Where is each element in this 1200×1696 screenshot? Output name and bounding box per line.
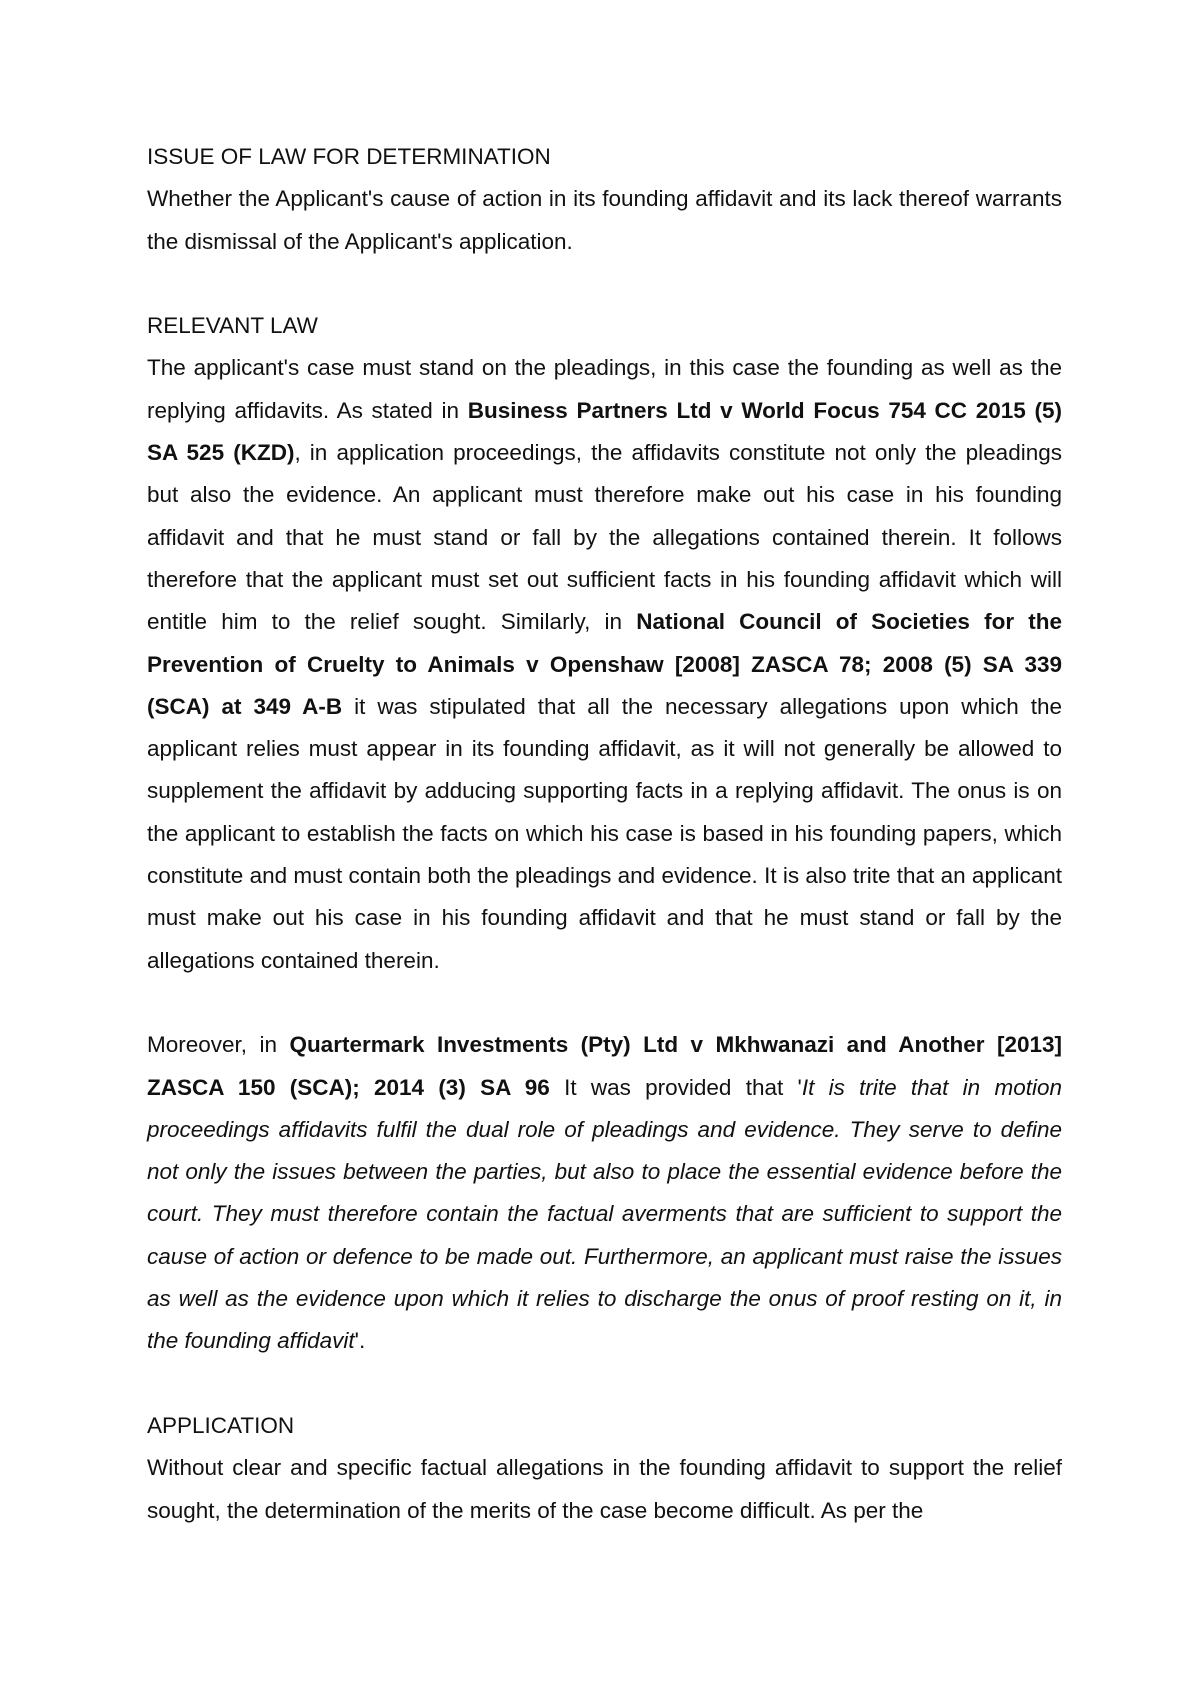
relevant-law-text-3: it was stipulated that all the necessary allegations upon which the applicant relies must appear in its founding affidavit, as it will not generally be allowed to supplement the affidavit by adducing supporting facts in a replying affidavit. The onus is on the applicant to establish the facts on which his case is based in his founding papers, which constitute and must contain both the pleadings and evidence. It is also trite that an applicant must make out his case in his founding affidavit and that he must stand or fall by the allegations contained therein. (147, 693, 1062, 973)
document-page (147, 136, 1062, 1532)
relevant-law-heading: RELEVANT LAW (147, 313, 318, 339)
relevant-law-text-2: , in application proceedings, the affidavits constitute not only the pleadings but also the evidence. An applicant must therefore make out his case in his founding affidavit and that he must stand or fall by the allegations contained therein. It follows therefore that the applicant must set out sufficient facts in his founding affidavit which will entitle him to the relief sought. Similarly, in (147, 440, 1062, 635)
quartermark-quote: It is trite that in motion proceedings affidavits fulfil the dual role of pleadings and evidence. They serve to define not only the issues between the parties, but also to place the essential evidence before the court. They must therefore contain the factual averments that are sufficient to support the cause of action or defence to be made out. Furthermore, an applicant must raise the issues as well as the evidence upon which it relies to discharge the onus of proof resting on it, in the founding affidavit (147, 1074, 1062, 1354)
application-paragraph: Without clear and specific factual allegations in the founding affidavit to support the relief sought, the determination of the merits of the case become difficult. As per the (147, 1455, 1062, 1523)
issue-paragraph: Whether the Applicant's cause of action in its founding affidavit and its lack thereof warrants the dismissal of the Applicant's application. (147, 186, 1062, 254)
section-spacer (147, 263, 1062, 305)
case-citation-nspca-openshaw: National Council of Societies for the Prevention of Cruelty to Animals v Openshaw [2008] ZASCA 78; 2008 (5) SA 339 (SCA) at 349 A-B (147, 609, 1062, 719)
quartermark-text-1: Moreover, in (147, 1032, 290, 1058)
issue-heading: ISSUE OF LAW FOR DETERMINATION (147, 144, 551, 169)
relevant-law-paragraph (147, 347, 1062, 981)
paragraph-spacer (147, 982, 1062, 1024)
quartermark-text-3: '. (354, 1328, 366, 1354)
section-spacer (147, 1363, 1062, 1405)
relevant-law-text-1: The applicant's case must stand on the pleadings, in this case the founding as well as the replying affidavits. As stated in (147, 355, 1062, 423)
quartermark-paragraph (147, 1024, 1062, 1362)
quartermark-text-2: It was provided that ' (549, 1074, 802, 1100)
case-citation-quartermark: Quartermark Investments (Pty) Ltd v Mkhwanazi and Another [2013] ZASCA 150 (SCA); 2014 (3) SA 96 (147, 1032, 1062, 1100)
application-heading: APPLICATION (147, 1412, 295, 1438)
case-citation-business-partners: Business Partners Ltd v World Focus 754 CC 2015 (5) SA 525 (KZD) (147, 397, 1062, 466)
